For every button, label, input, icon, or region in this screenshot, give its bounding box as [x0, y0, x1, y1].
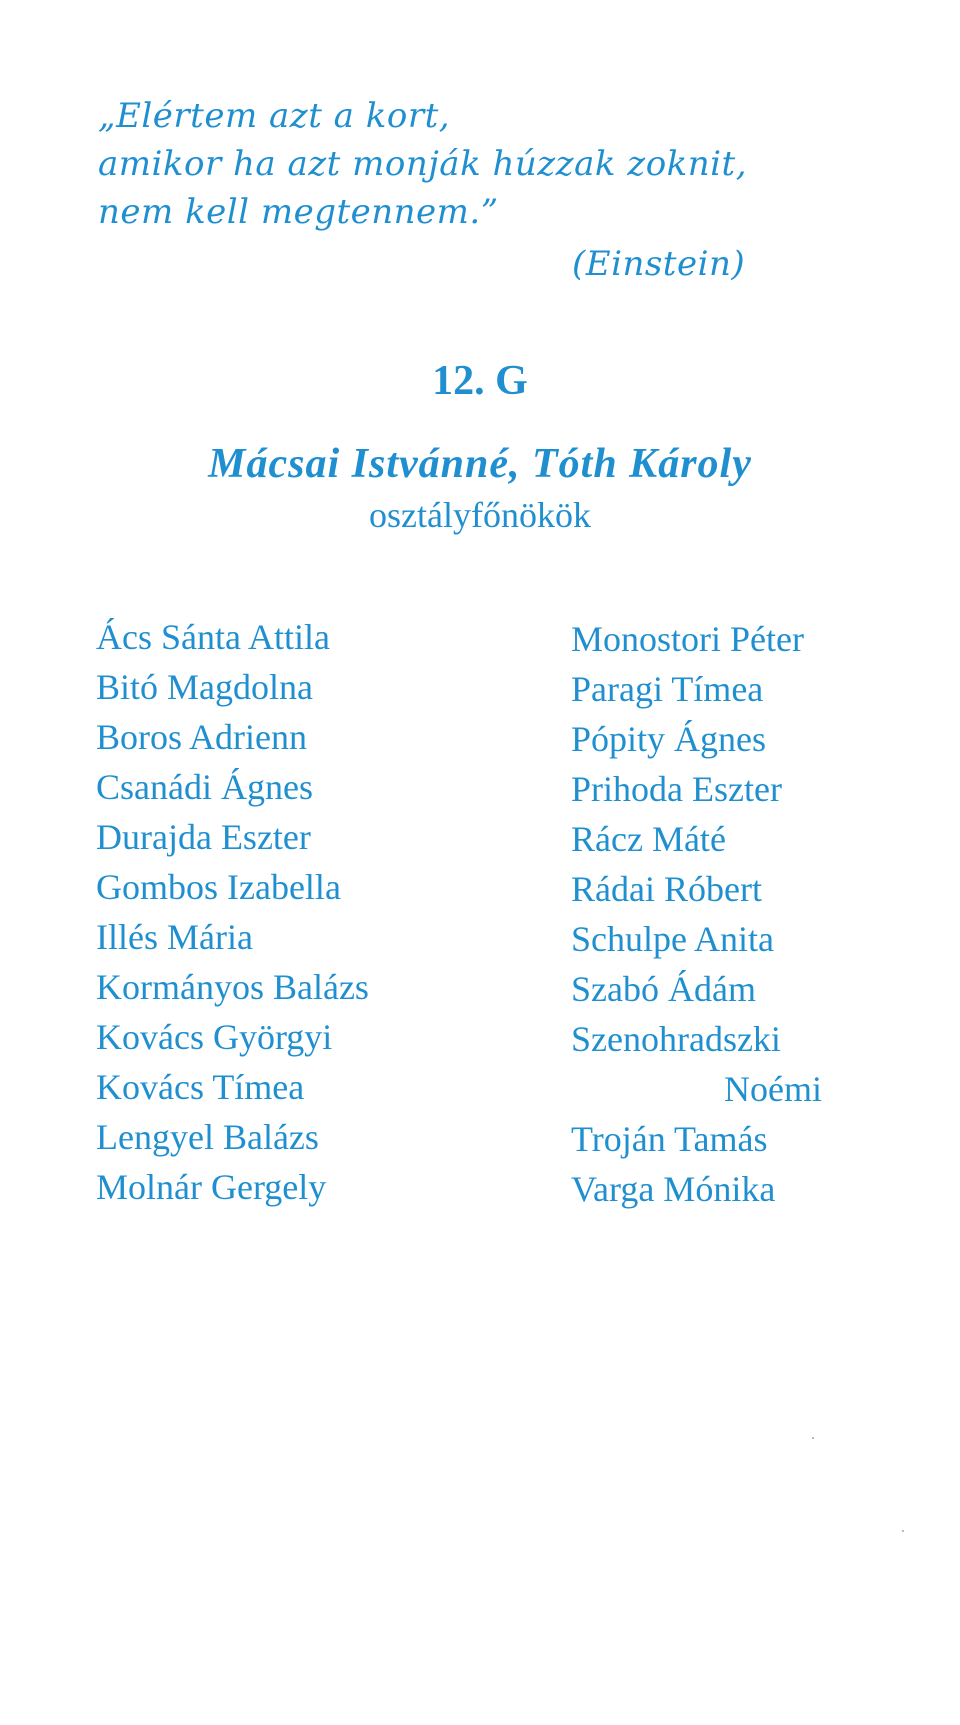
quote-line: nem kell megtennem.”	[98, 192, 499, 232]
student-name: Prihoda Eszter	[571, 769, 782, 809]
student-name-continuation: Noémi	[724, 1069, 822, 1109]
student-name: Paragi Tímea	[571, 669, 764, 709]
student-name: Szenohradszki	[571, 1019, 781, 1059]
student-name: Kovács Tímea	[96, 1067, 305, 1107]
quote-line: „Elértem azt a kort,	[98, 96, 451, 136]
student-list-left	[96, 612, 369, 1212]
student-name: Boros Adrienn	[96, 717, 307, 757]
student-name: Lengyel Balázs	[96, 1117, 319, 1157]
student-name: Rádai Róbert	[571, 869, 762, 909]
student-name: Kovács Györgyi	[96, 1017, 333, 1057]
student-name: Pópity Ágnes	[571, 719, 767, 759]
quote-author: (Einstein)	[572, 244, 746, 284]
student-list-right	[571, 614, 822, 1214]
student-name: Varga Mónika	[571, 1169, 776, 1209]
student-name: Szabó Ádám	[571, 969, 756, 1009]
student-name: Ács Sánta Attila	[96, 617, 330, 657]
class-teachers: Mácsai Istvánné, Tóth Károly	[208, 441, 752, 487]
student-name: Durajda Eszter	[96, 817, 311, 857]
student-name: Molnár Gergely	[96, 1167, 327, 1207]
quote-block	[98, 92, 818, 236]
class-title: 12. G	[432, 358, 528, 404]
student-name: Monostori Péter	[571, 619, 804, 659]
student-name: Troján Tamás	[571, 1119, 768, 1159]
student-name: Illés Mária	[96, 917, 253, 957]
student-name: Kormányos Balázs	[96, 967, 369, 1007]
student-name: Gombos Izabella	[96, 867, 341, 907]
quote-line: amikor ha azt monják húzzak zoknit,	[98, 144, 748, 184]
teachers-role: osztályfőnökök	[369, 495, 591, 535]
student-name: Csanádi Ágnes	[96, 767, 313, 807]
student-name: Bitó Magdolna	[96, 667, 313, 707]
student-name: Schulpe Anita	[571, 919, 774, 959]
scan-speck	[812, 1437, 814, 1439]
scan-speck	[902, 1530, 904, 1532]
student-name: Rácz Máté	[571, 819, 726, 859]
